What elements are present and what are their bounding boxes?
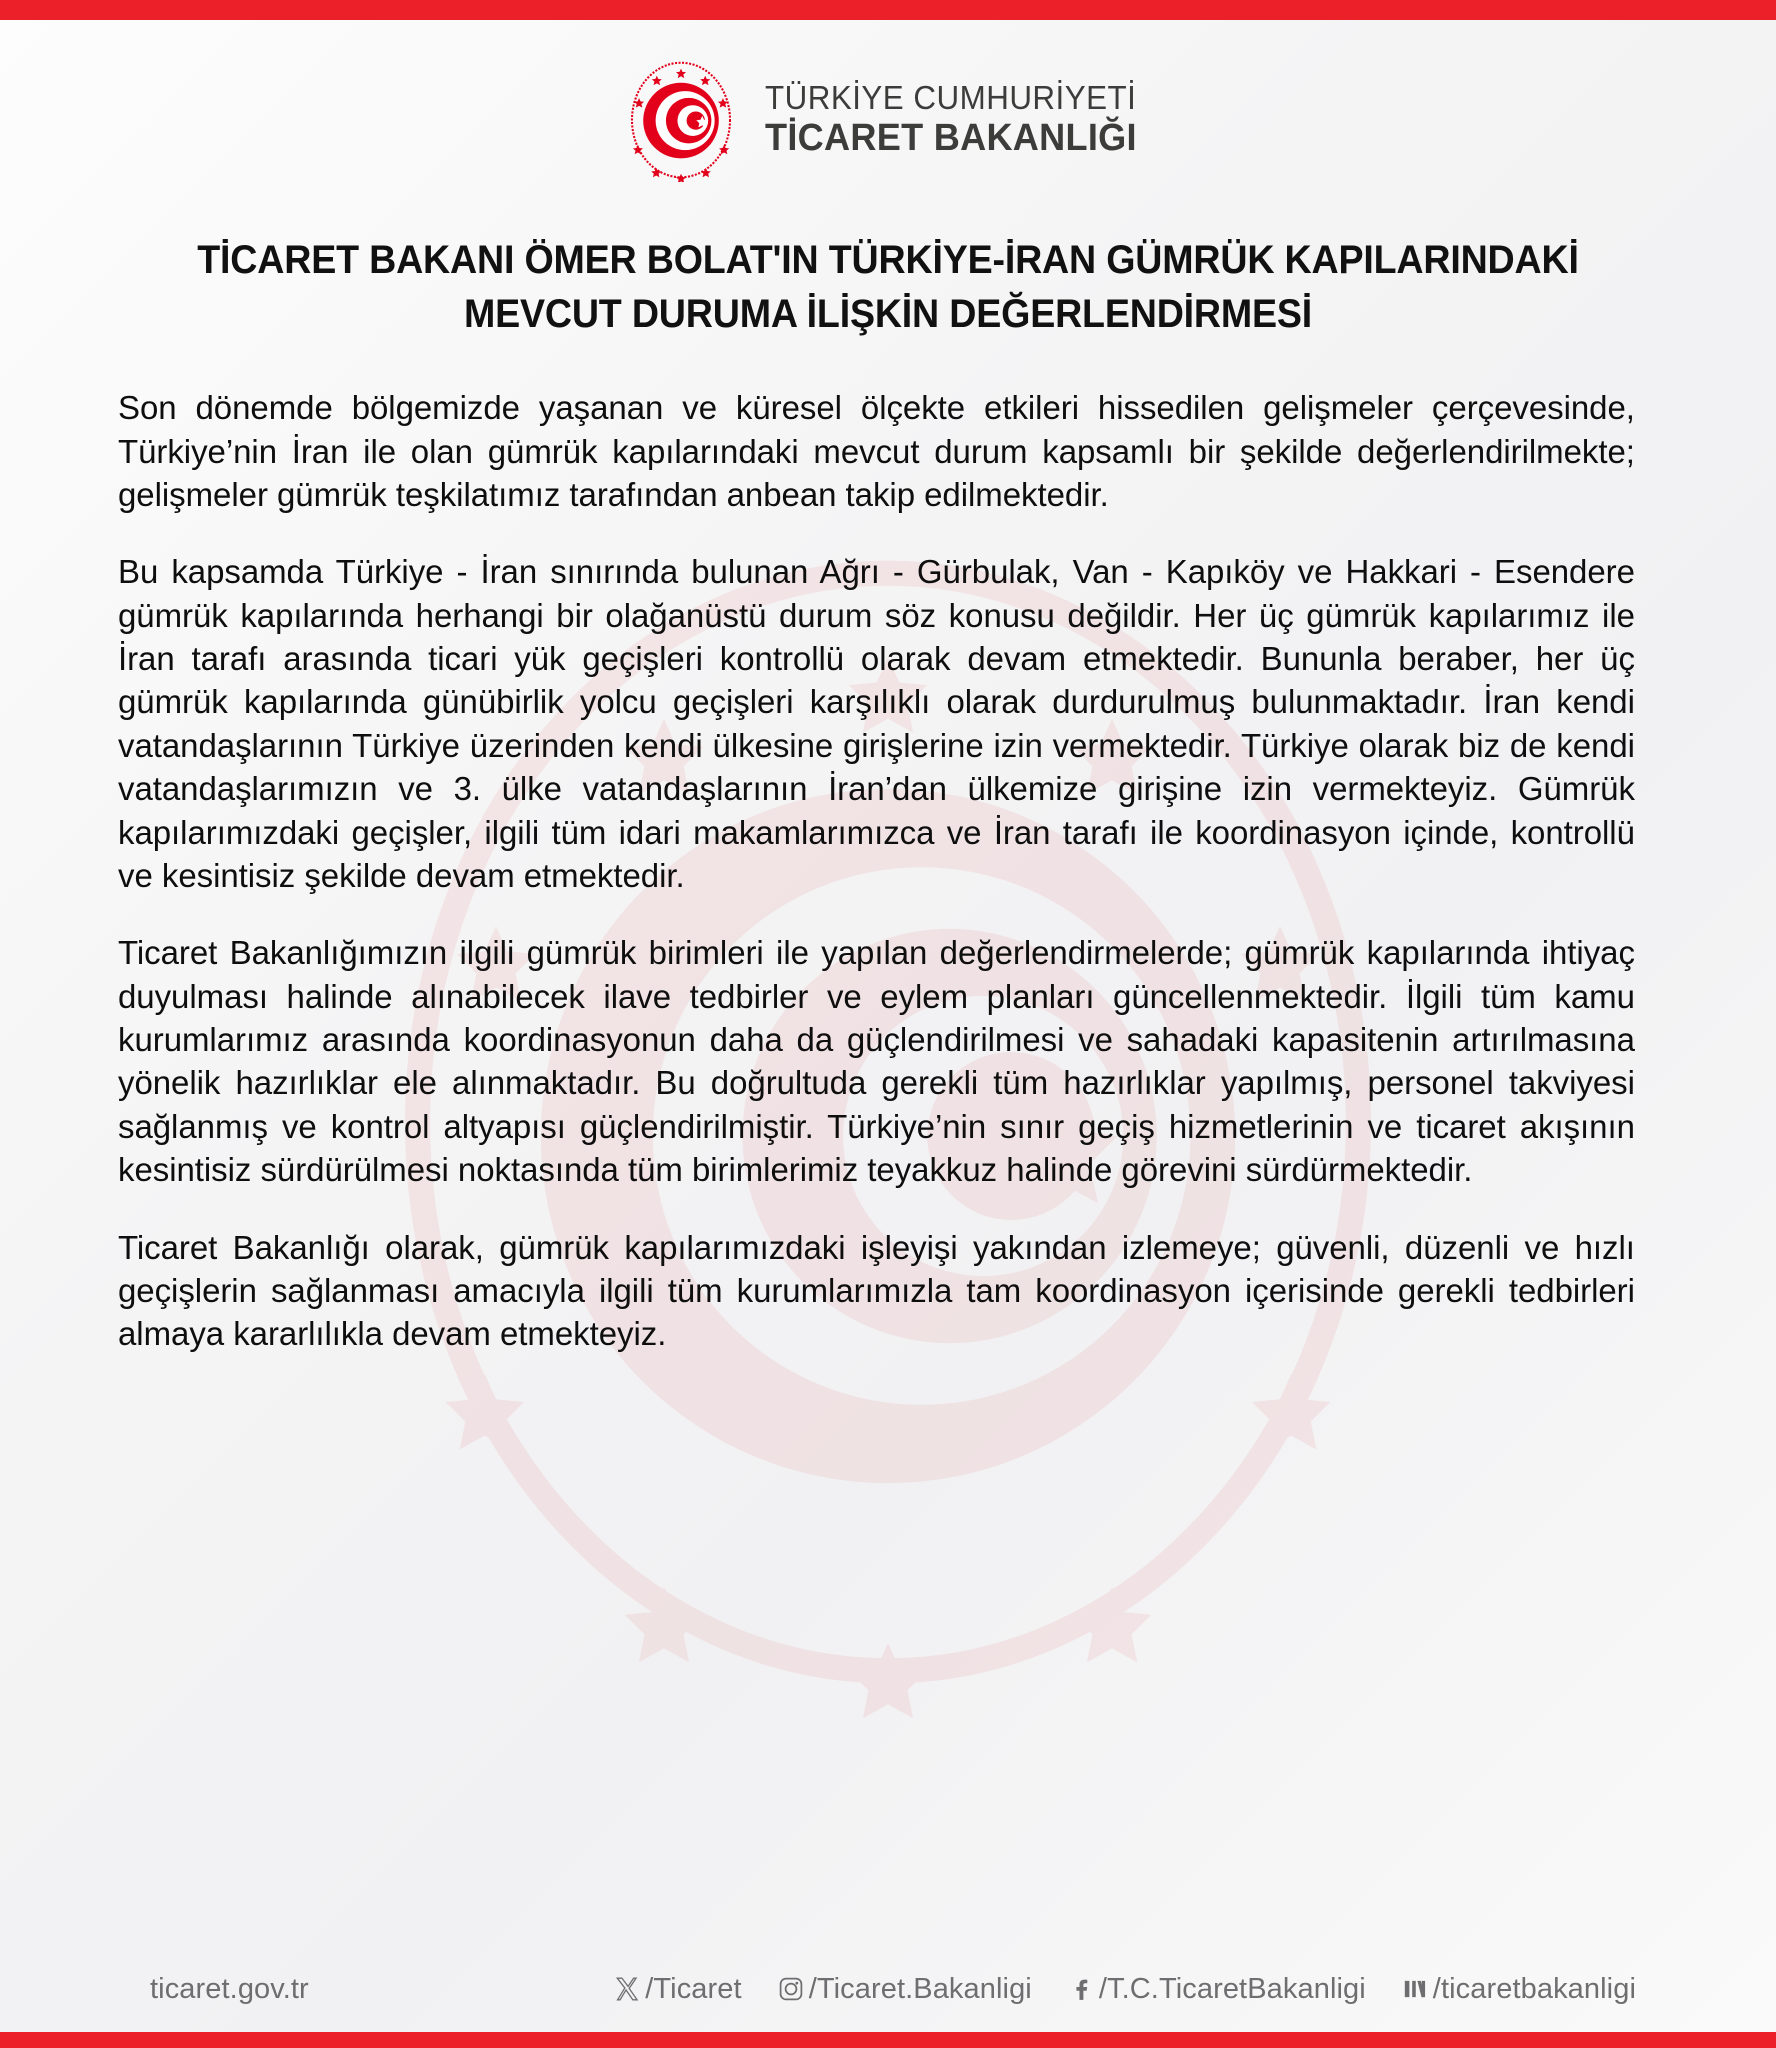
paragraph-1: Son dönemde bölgemizde yaşanan ve küresel ölçekte etkileri hissedilen gelişmeler çerçevesinde, Türkiye’nin İran ile olan gümrük kapılarındaki mevcut durum kapsamlı bir şekilde değerlendirilmekte; gelişmeler gümrük teşkilatımız tarafından anbean takip edilmektedir.	[118, 390, 1635, 514]
paragraph-2: Bu kapsamda Türkiye - İran sınırında bulunan Ağrı - Gürbulak, Van - Kapıköy ve Hakkari - Esendere gümrük kapılarında herhangi bir olağanüstü durum söz konusu değildir. Her üç gümrük kapılarımız ile İran tarafı arasında ticari yük geçişleri kontrollü olarak devam etmektedir. Bununla beraber, her üç gümrük kapılarında günübirlik yolcu geçişleri karşılıklı olarak durdurulmuş bulunmaktadır. İran kendi vatandaşlarının Türkiye üzerinden kendi ülkesine girişlerine izin vermektedir. Türkiye olarak biz de kendi vatandaşlarımızın ve 3. ülke vatandaşlarının İran’dan ülkemize girişine izin vermekteyiz. Gümrük kapılarımızdaki geçişler, ilgili tüm idari makamlarımızca ve İran tarafı ile koordinasyon içinde, kontrollü ve kesintisiz şekilde devam etmektedir.	[118, 554, 1635, 895]
paragraph-3: Ticaret Bakanlığımızın ilgili gümrük birimleri ile yapılan değerlendirmelerde; gümrük kapılarında ihtiyaç duyulması halinde alınabilecek ilave tedbirler ve eylem planları güncellenmektedir. İlgili tüm kamu kurumlarımız arasında koordinasyonun daha da güçlendirilmesi ve sahadaki kapasitenin artırılmasına yönelik hazırlıklar ele alınmaktadır. Bu doğrultuda gerekli tüm hazırlıklar yapılmış, personel takviyesi sağlanmış ve kontrol altyapısı güçlendirilmiştir. Türkiye’nin sınır geçiş hizmetlerinin ve ticaret akışının kesintisiz sürdürülmesi noktasında tüm birimlerimiz teyakkuz halinde görevini sürdürmektedir.	[118, 935, 1635, 1190]
social-link-instagram[interactable]	[776, 1973, 1032, 2006]
news-columns-icon	[1400, 1974, 1430, 2004]
facebook-handle: /T.C.TicaretBakanligi	[1098, 1972, 1366, 2005]
footer	[0, 1946, 1776, 2032]
paragraph-4: Ticaret Bakanlığı olarak, gümrük kapılarımızdaki işleyişi yakından izlemeye; güvenli, düzenli ve hızlı geçişlerin sağlanması amacıyla ilgili tüm kurumlarımızla tam koordinasyon içerisinde gerekli tedbirleri almaya kararlılıkla devam etmekteyiz.	[118, 1229, 1635, 1354]
facebook-icon	[1066, 1974, 1096, 2004]
instagram-icon	[776, 1974, 806, 2004]
social-links	[612, 1973, 1636, 2006]
ministry-logo-wordmark	[765, 80, 1156, 160]
logo-ministry-line: TİCARET BAKANLIĞI	[765, 117, 1138, 160]
website-link[interactable]: ticaret.gov.tr	[150, 1972, 309, 2005]
logo-republic-line: TÜRKİYE CUMHURİYETİ	[765, 79, 1137, 117]
x-twitter-icon	[612, 1974, 642, 2004]
x-handle: /Ticaret	[645, 1972, 742, 2005]
instagram-handle: /Ticaret.Bakanligi	[808, 1972, 1032, 2005]
top-accent-bar	[0, 0, 1776, 20]
news-handle: /ticaretbakanligi	[1432, 1972, 1636, 2005]
statement-body	[118, 387, 1658, 1357]
ministry-logo	[118, 58, 1658, 182]
page-title: TİCARET BAKANI ÖMER BOLAT'IN TÜRKİYE-İRAN GÜMRÜK KAPILARINDAKİ MEVCUT DURUMA İLİŞKİN DEĞERLENDİRMESİ	[197, 238, 1579, 336]
social-link-facebook[interactable]	[1066, 1973, 1366, 2006]
content-column	[0, 20, 1776, 1946]
turkish-crescent-star-emblem-icon	[619, 58, 743, 182]
bottom-accent-bar	[0, 2032, 1776, 2048]
social-link-news[interactable]	[1400, 1973, 1636, 2006]
social-link-x[interactable]	[612, 1973, 741, 2006]
